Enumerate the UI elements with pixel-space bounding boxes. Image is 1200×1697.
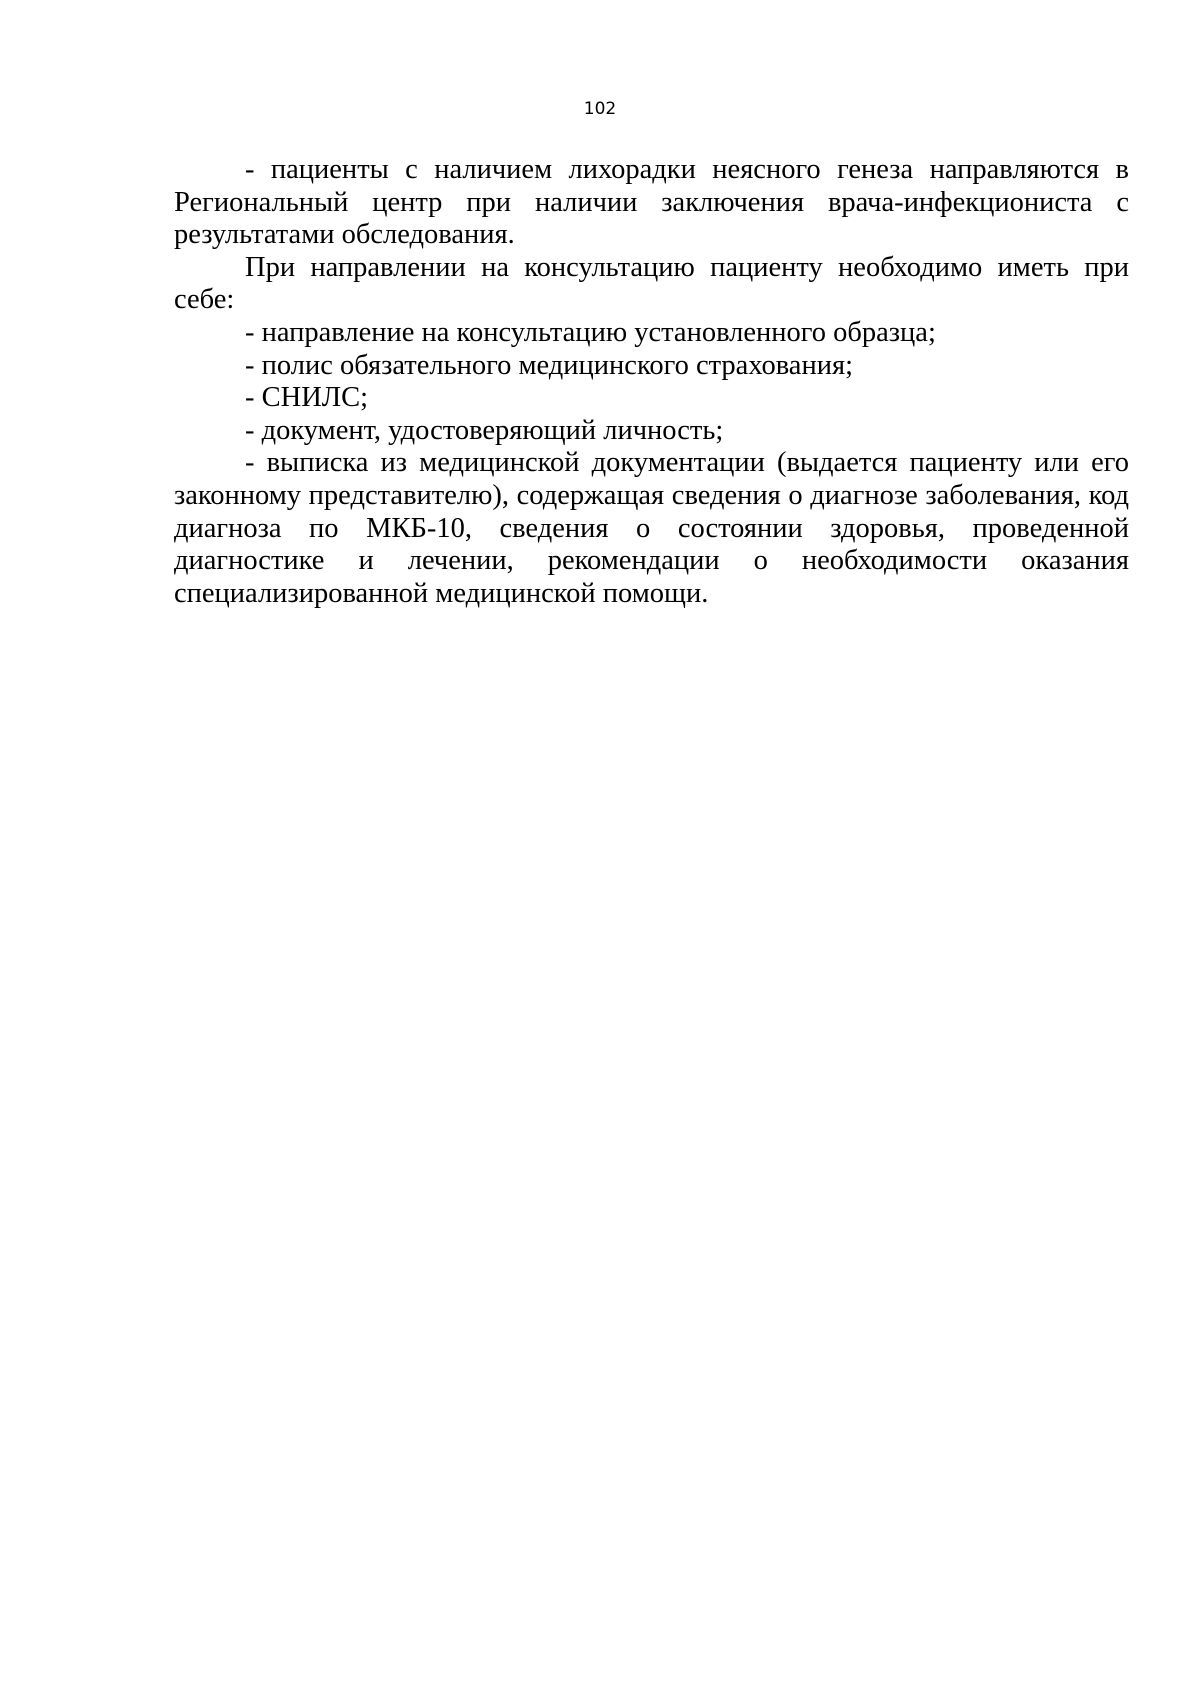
list-item-referral: - направление на консультацию установленного образца; bbox=[245, 316, 936, 348]
paragraph-consultation-requirements: При направлении на консультацию пациенту необходимо иметь при себе: bbox=[174, 251, 1129, 316]
list-item-identity-document: - документ, удостоверяющий личность; bbox=[245, 414, 724, 446]
paragraph-medical-extract: - выписка из медицинской документации (выдается пациенту или его законному представителю), содержащая сведения о диагнозе заболевания, код диагноза по МКБ-10, сведения о состоянии здоровья, проведенной диагностике и лечении, рекомендации о необходимости оказания специализированной медицинской помощи. bbox=[174, 447, 1129, 609]
list-item-snils: - СНИЛС; bbox=[245, 382, 369, 414]
document-body bbox=[174, 154, 1129, 610]
paragraph-fever-patients: - пациенты с наличием лихорадки неясного генеза направляются в Региональный центр при наличии заключения врача-инфекциониста с результатами обследования. bbox=[174, 154, 1129, 251]
list-item-insurance-policy: - полис обязательного медицинского страхования; bbox=[245, 349, 853, 381]
page-number: 102 bbox=[583, 99, 617, 119]
